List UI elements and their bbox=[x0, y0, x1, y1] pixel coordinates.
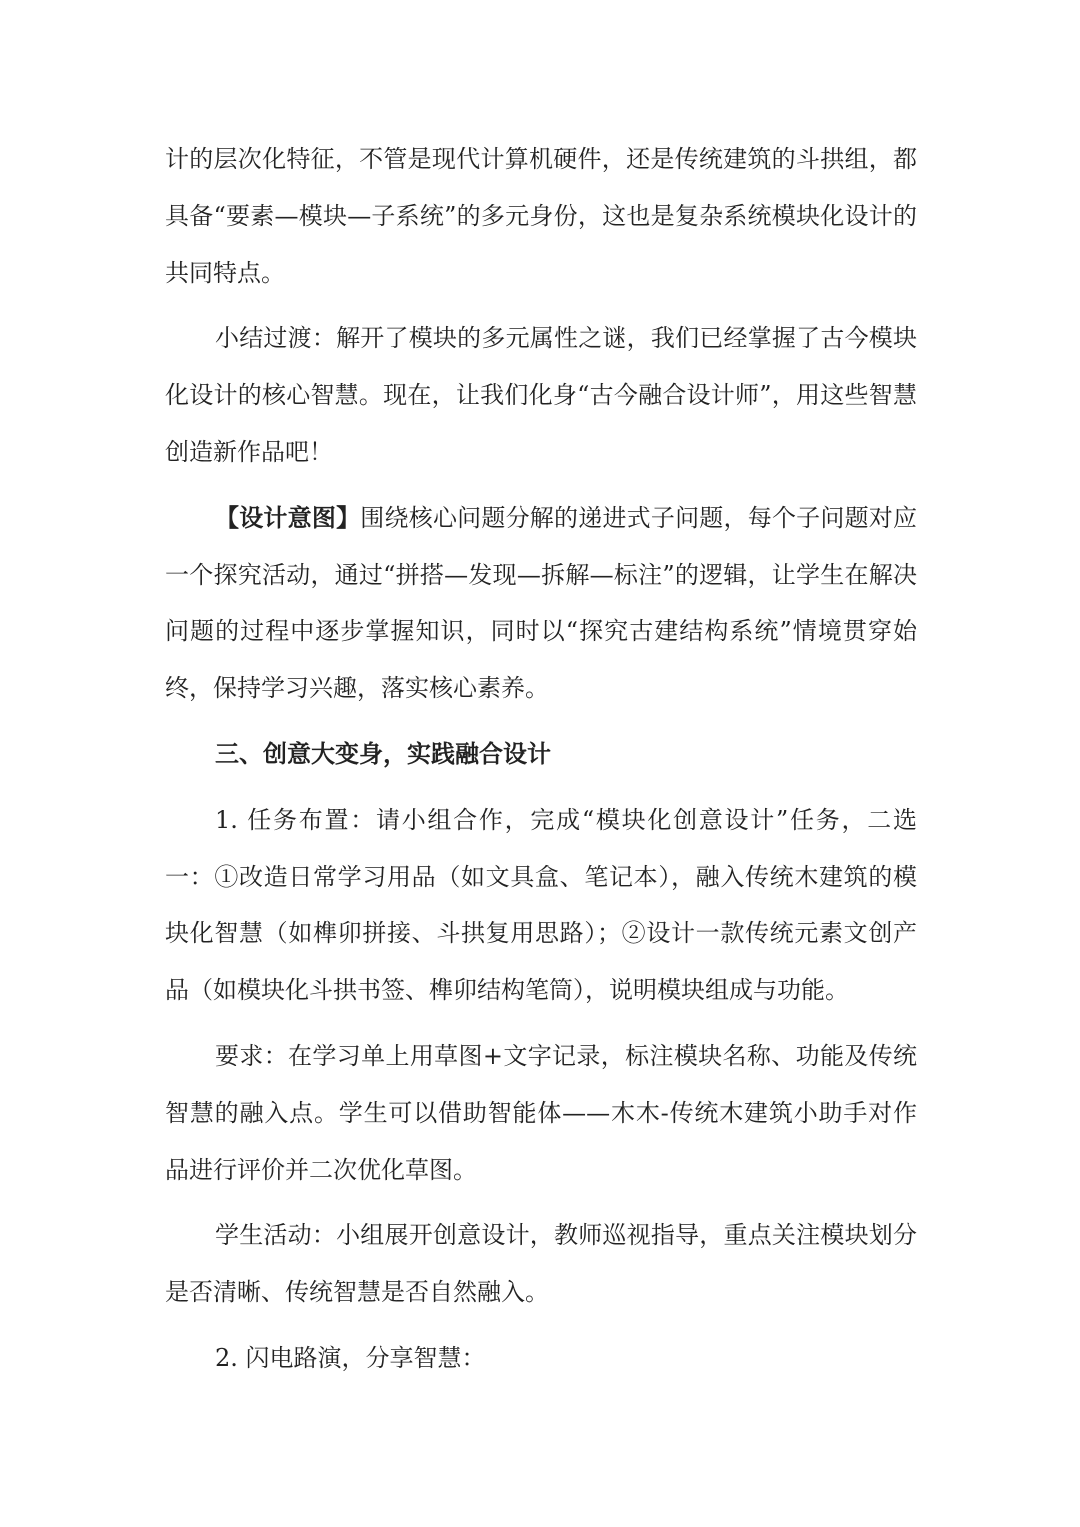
paragraph-requirements: 要求：在学习单上用草图+文字记录，标注模块名称、功能及传统智慧的融入点。学生可以借助智能体——木木-传统木建筑小助手对作品进行评价并二次优化草图。 bbox=[165, 1041, 917, 1184]
paragraph-continuation: 计的层次化特征，不管是现代计算机硬件，还是传统建筑的斗拱组，都具备“要素—模块—子系统”的多元身份，这也是复杂系统模块化设计的共同特点。 bbox=[165, 145, 917, 287]
document-page bbox=[165, 131, 917, 1396]
paragraph-design-intent bbox=[165, 490, 917, 717]
design-intent-text: 围绕核心问题分解的递进式子问题，每个子问题对应一个探究活动，通过“拼搭—发现—拆解—标注”的逻辑，让学生在解决问题的过程中逐步掌握知识，同时以“探究古建结构系统”情境贯穿始终，保持学习兴趣，落实核心素养。 bbox=[165, 503, 918, 703]
paragraph-task-assignment: 1. 任务布置：请小组合作，完成“模块化创意设计”任务，二选一：①改造日常学习用品（如文具盒、笔记本），融入传统木建筑的模块化智慧（如榫卯拼接、斗拱复用思路）；②设计一款传统元素文创产品（如模块化斗拱书签、榫卯结构笔筒），说明模块组成与功能。 bbox=[165, 805, 917, 1005]
paragraph-student-activity: 学生活动：小组展开创意设计，教师巡视指导，重点关注模块划分是否清晰、传统智慧是否自然融入。 bbox=[165, 1221, 917, 1307]
paragraph-lightning-roadshow: 2. 闪电路演，分享智慧： bbox=[215, 1343, 486, 1372]
section-heading-3: 三、创意大变身，实践融合设计 bbox=[215, 738, 551, 768]
paragraph-summary-transition: 小结过渡：解开了模块的多元属性之谜，我们已经掌握了古今模块化设计的核心智慧。现在，让我们化身“古今融合设计师”，用这些智慧创造新作品吧！ bbox=[165, 324, 917, 466]
design-intent-label: 【设计意图】 bbox=[215, 502, 361, 532]
